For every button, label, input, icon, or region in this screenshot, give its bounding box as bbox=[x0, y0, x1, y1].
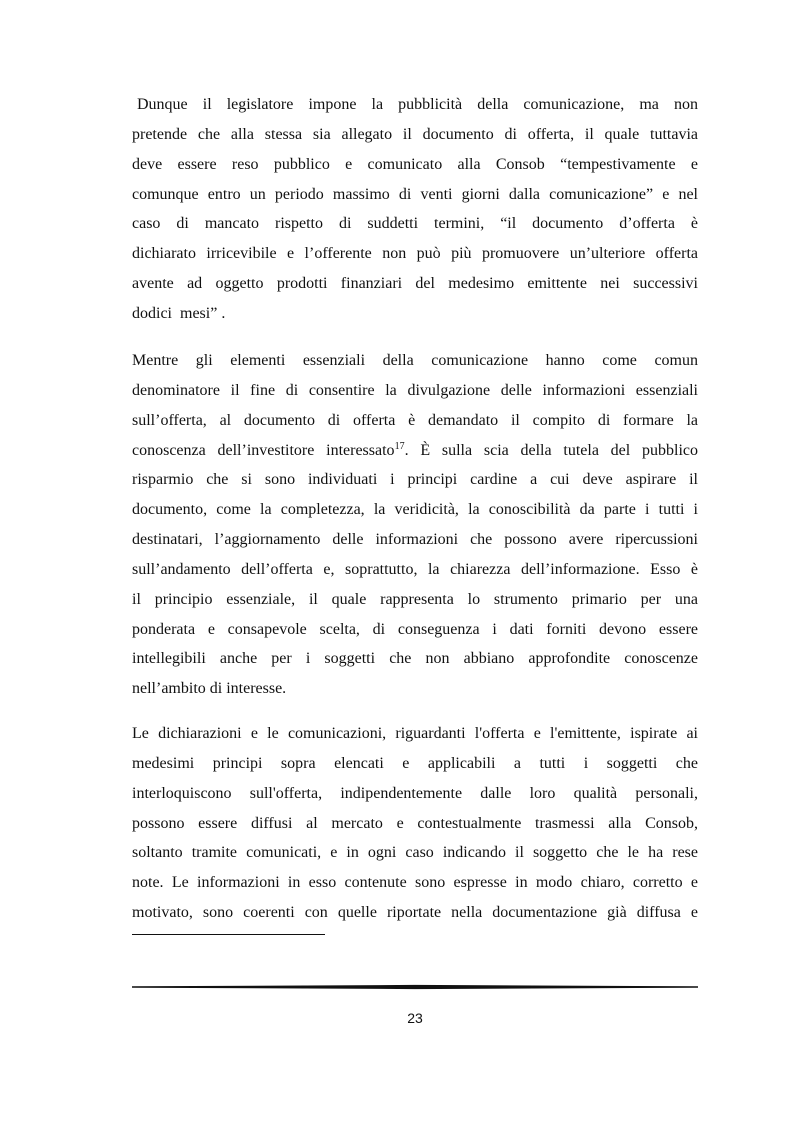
body-line: documento, come la completezza, la veridicità, la conoscibilità da parte i tutti i bbox=[132, 501, 698, 519]
body-line: dichiarato irricevibile e l’offerente non può più promuovere un’ulteriore offerta bbox=[132, 245, 698, 263]
body-line: note. Le informazioni in esso contenute sono espresse in modo chiaro, corretto e bbox=[132, 874, 698, 892]
body-line: avente ad oggetto prodotti finanziari del medesimo emittente nei successivi bbox=[132, 275, 698, 293]
body-line: possono essere diffusi al mercato e contestualmente trasmessi alla Consob, bbox=[132, 814, 698, 832]
footer-rule bbox=[132, 983, 698, 991]
body-line: denominatore il fine di consentire la divulgazione delle informazioni essenziali bbox=[132, 381, 698, 399]
body-line: soltanto tramite comunicati, e in ogni caso indicando il soggetto che le ha rese bbox=[132, 844, 698, 862]
footnote-reference[interactable]: 17 bbox=[394, 440, 405, 452]
body-line: interloquiscono sull'offerta, indipendentemente dalle loro qualità personali, bbox=[132, 784, 698, 802]
body-line: medesimi principi sopra elencati e applicabili a tutti i soggetti che bbox=[132, 754, 698, 772]
body-line: Le dichiarazioni e le comunicazioni, riguardanti l'offerta e l'emittente, ispirate ai bbox=[132, 725, 698, 742]
body-line: dodici mesi” . bbox=[132, 304, 226, 322]
body-line-text: conoscenza dell’investitore interessato bbox=[132, 441, 395, 459]
body-line: Mentre gli elementi essenziali della comunicazione hanno come comun bbox=[132, 352, 698, 369]
footer-rule-shape bbox=[132, 985, 698, 989]
body-line: risparmio che si sono individuati i principi cardine a cui deve aspirare il bbox=[132, 471, 698, 489]
body-line: il principio essenziale, il quale rappresenta lo strumento primario per una bbox=[132, 590, 698, 608]
body-line: caso di mancato rispetto di suddetti termini, “il documento d’offerta è bbox=[132, 215, 698, 233]
body-line: Dunque il legislatore impone la pubblicità della comunicazione, ma non bbox=[137, 96, 698, 113]
body-line-text: . È sulla scia della tutela del pubblico bbox=[404, 441, 698, 459]
body-line: motivato, sono coerenti con quelle riportate nella documentazione già diffusa e bbox=[132, 904, 698, 922]
body-line: comunque entro un periodo massimo di venti giorni dalla comunicazione” e nel bbox=[132, 185, 698, 203]
body-line: sull’offerta, al documento di offerta è demandato il compito di formare la bbox=[132, 411, 698, 429]
body-line: sull’andamento dell’offerta e, soprattutto, la chiarezza dell’informazione. Esso è bbox=[132, 560, 698, 578]
body-line: pretende che alla stessa sia allegato il documento di offerta, il quale tuttavia bbox=[132, 125, 698, 143]
paragraph bbox=[132, 346, 698, 704]
paragraph bbox=[132, 90, 698, 329]
body-line: ponderata e consapevole scelta, di conseguenza i dati forniti devono essere bbox=[132, 620, 698, 638]
paragraph bbox=[132, 719, 698, 928]
footnote-separator bbox=[132, 934, 325, 935]
body-line: deve essere reso pubblico e comunicato alla Consob “tempestivamente e bbox=[132, 155, 698, 173]
page-number: 23 bbox=[407, 1010, 423, 1026]
body-line: destinatari, l’aggiornamento delle informazioni che possono avere ripercussioni bbox=[132, 531, 698, 549]
body-line: nell’ambito di interesse. bbox=[132, 680, 287, 698]
body-line-with-footnote bbox=[132, 436, 698, 466]
body-line: intellegibili anche per i soggetti che non abbiano approfondite conoscenze bbox=[132, 650, 698, 668]
